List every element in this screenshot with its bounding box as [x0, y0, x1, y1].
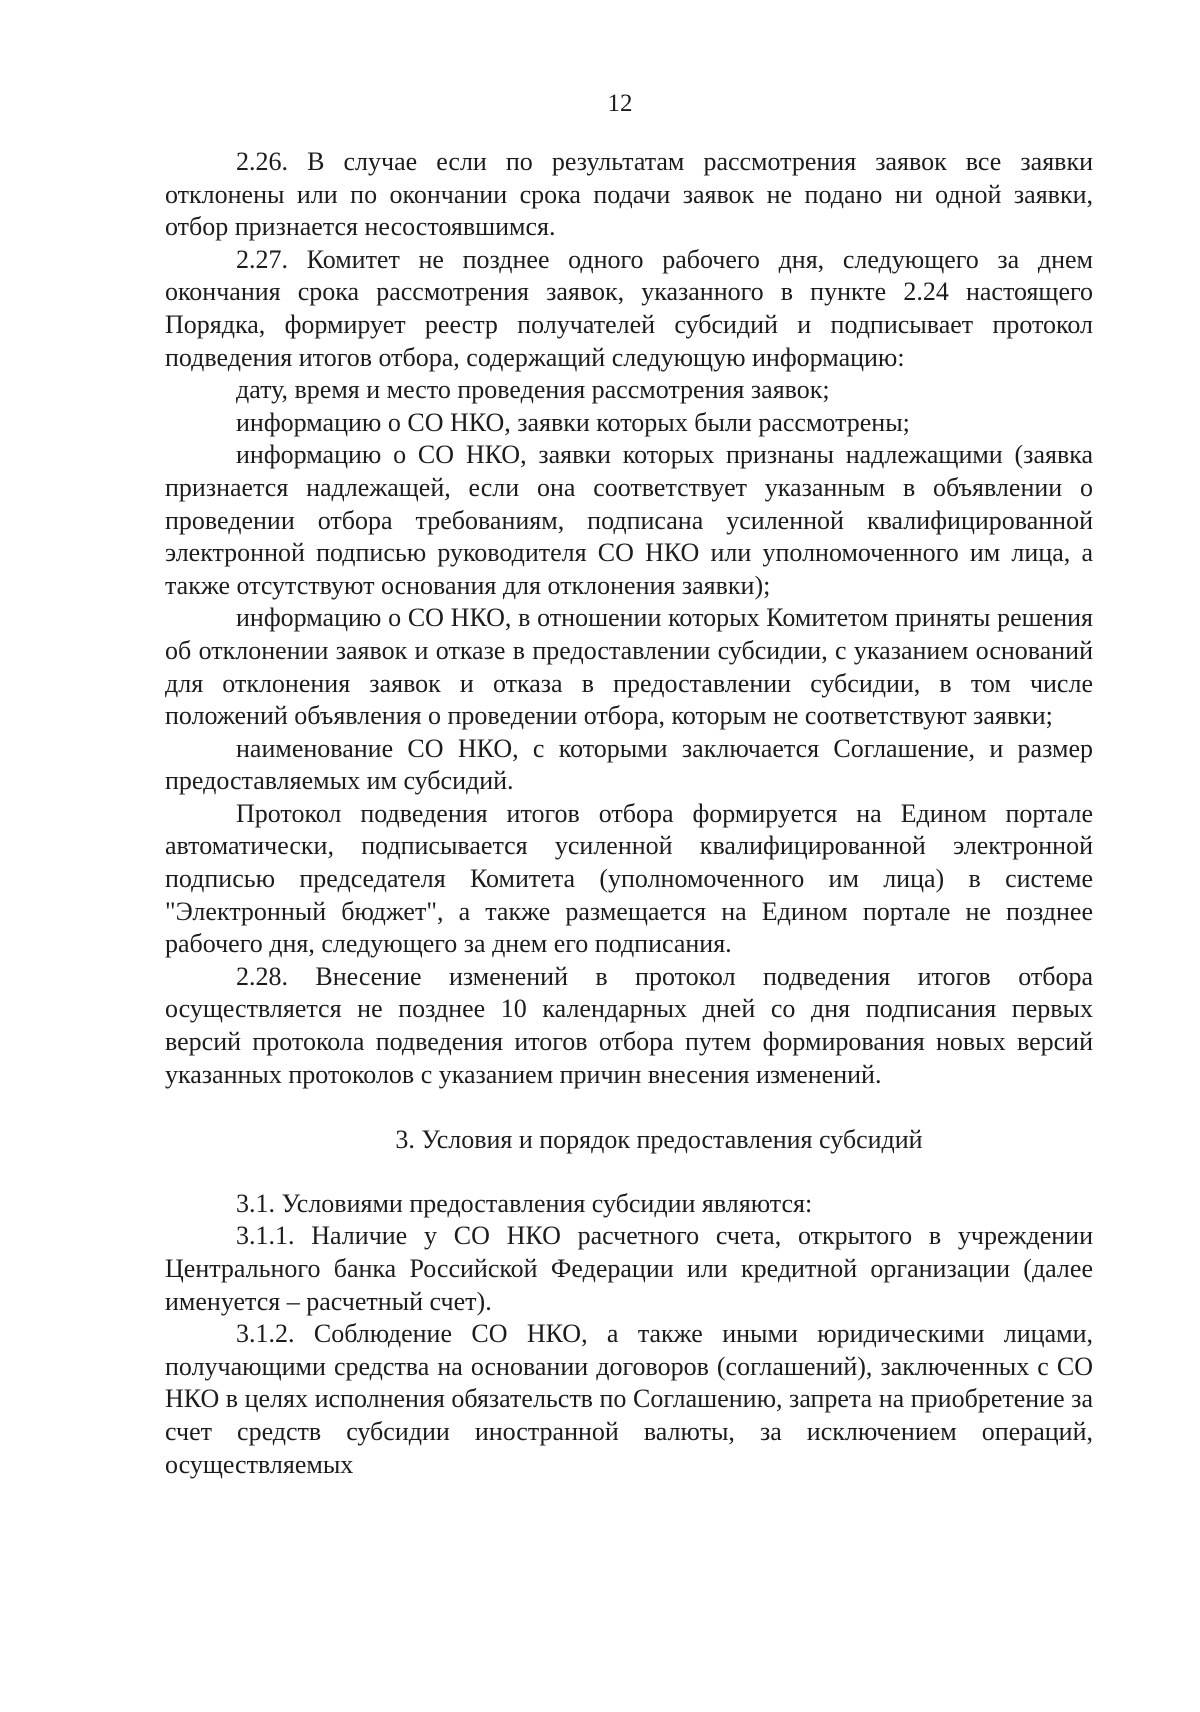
list-item-reviewed: информацию о СО НКО, заявки которых были рассмотрены; [236, 407, 910, 437]
section-heading: 3. Условия и порядок предоставления субсидий [395, 1125, 923, 1155]
paragraph-3-1: 3.1. Условиями предоставления субсидии являются: [236, 1188, 813, 1218]
document-body [165, 146, 1093, 1481]
paragraph-2-28: 2.28. Внесение изменений в протокол подведения итогов отбора осуществляется не позднее 10 календарных дней со дня подписания первых версий протокола подведения итогов отбора путем формирования новых версий указанных протоколов с указанием причин внесения изменений. [165, 961, 1093, 1089]
list-item-proper: информацию о СО НКО, заявки которых признаны надлежащими (заявка признается надлежащей, если она соответствует указанным в объявлении о проведении отбора требованиям, подписана усиленной квалифицированной электронной подписью руководителя СО НКО или уполномоченного им лица, а также отсутствуют основания для отклонения заявки); [165, 440, 1093, 600]
list-item-rejected: информацию о СО НКО, в отношении которых Комитетом приняты решения об отклонении заявок и отказе в предоставлении субсидии, с указанием оснований для отклонения заявок и отказа в предоставлении субсидии, в том числе положений объявления о проведении отбора, которым не соответствуют заявки; [165, 603, 1093, 731]
paragraph-3-1-1: 3.1.1. Наличие у СО НКО расчетного счета, открытого в учреждении Центрального банка Российской Федерации или кредитной организации (далее именуется – расчетный счет). [165, 1221, 1093, 1316]
page-number: 12 [607, 90, 633, 117]
paragraph-2-27: 2.27. Комитет не позднее одного рабочего дня, следующего за днем окончания срока рассмотрения заявок, указанного в пункте 2.24 настоящего Порядка, формирует реестр получателей субсидий и подписывает протокол подведения итогов отбора, содержащий следующую информацию: [165, 244, 1093, 372]
paragraph-protocol: Протокол подведения итогов отбора формируется на Едином портале автоматически, подписывается усиленной квалифицированной электронной подписью председателя Комитета (уполномоченного им лица) в системе "Электронный бюджет", а также размещается на Едином портале не позднее рабочего дня, следующего за днем его подписания. [165, 798, 1093, 959]
list-item-date: дату, время и место проведения рассмотрения заявок; [236, 375, 830, 405]
paragraph-2-26: 2.26. В случае если по результатам рассмотрения заявок все заявки отклонены или по окончании срока подачи заявок не подано ни одной заявки, отбор признается несостоявшимся. [165, 147, 1093, 242]
list-item-agreement: наименование СО НКО, с которыми заключается Соглашение, и размер предоставляемых им субсидий. [165, 733, 1093, 796]
paragraph-3-1-2: 3.1.2. Соблюдение СО НКО, а также иными юридическими лицами, получающими средства на основании договоров (соглашений), заключенных с СО НКО в целях исполнения обязательств по Соглашению, запрета на приобретение за счет средств субсидии иностранной валюты, за исключением операций, осуществляемых [165, 1319, 1093, 1479]
